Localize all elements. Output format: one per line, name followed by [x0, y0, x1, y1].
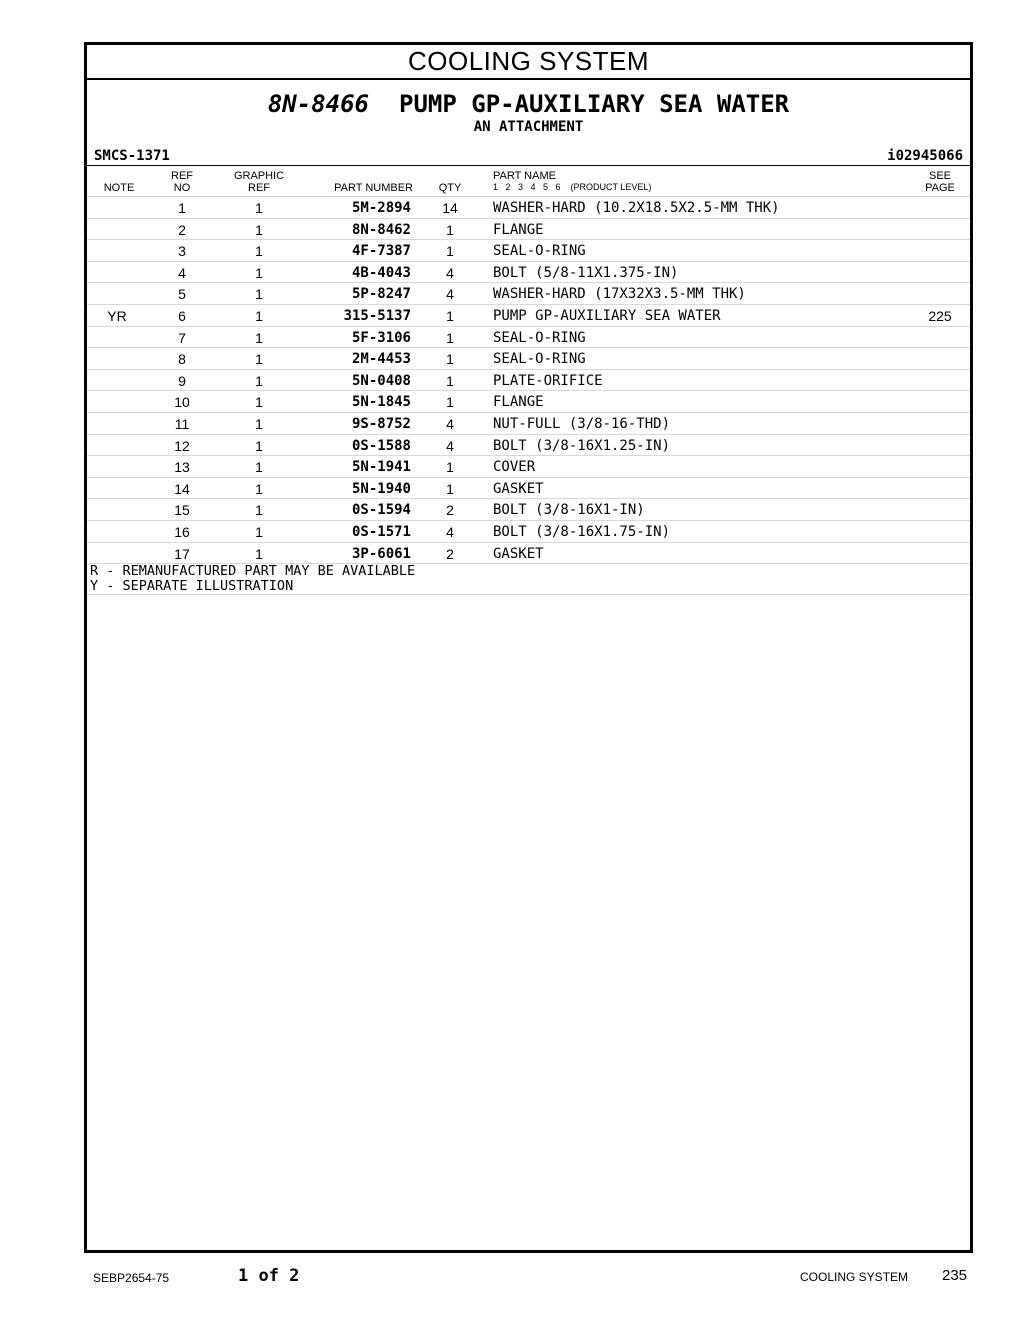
footer-page-of: 1 of 2	[238, 1266, 300, 1286]
cell-part-name: NUT-FULL (3/8-16-THD)	[493, 415, 671, 432]
cell-part-name: COVER	[493, 459, 536, 476]
group-heading	[87, 89, 970, 119]
cell-qty: 4	[446, 286, 454, 303]
cell-graphic-ref: 1	[255, 437, 263, 454]
cell-qty: 4	[446, 264, 454, 281]
footer-document-number: SEBP2654-75	[93, 1271, 170, 1285]
column-header-qty: QTY	[438, 182, 462, 194]
cell-part-number: 5P-8247	[351, 286, 411, 303]
cell-ref: 14	[174, 480, 190, 497]
cell-part-number: 315-5137	[343, 307, 411, 324]
table-row	[87, 370, 970, 392]
cell-ref: 15	[174, 502, 190, 519]
column-header-part-name: PART NAME	[493, 170, 556, 182]
cell-graphic-ref: 1	[255, 545, 263, 562]
table-row	[87, 327, 970, 349]
cell-part-number: 5N-1940	[351, 480, 411, 497]
cell-graphic-ref: 1	[255, 459, 263, 476]
column-header-part-number: PART NUMBER	[334, 182, 413, 194]
cell-part-name: GASKET	[493, 480, 544, 497]
table-row	[87, 499, 970, 521]
cell-graphic-ref: 1	[255, 372, 263, 389]
cell-ref: 9	[178, 372, 186, 389]
section-title: COOLING SYSTEM	[87, 45, 970, 80]
cell-part-number: 4B-4043	[351, 264, 411, 281]
table-row	[87, 456, 970, 478]
cell-graphic-ref: 1	[255, 329, 263, 346]
cell-qty: 2	[446, 502, 454, 519]
table-row	[87, 305, 970, 327]
column-header-graphic-ref	[229, 170, 289, 194]
cell-part-name: GASKET	[493, 545, 544, 562]
table-row	[87, 348, 970, 370]
cell-graphic-ref: 1	[255, 523, 263, 540]
column-header-see-page	[917, 170, 963, 194]
parts-table	[87, 197, 970, 595]
group-subheading: AN ATTACHMENT	[473, 119, 584, 135]
cell-ref: 3	[178, 243, 186, 260]
table-row	[87, 283, 970, 305]
cell-graphic-ref: 1	[255, 243, 263, 260]
cell-qty: 4	[446, 437, 454, 454]
cell-ref: 5	[178, 286, 186, 303]
cell-part-number: 5F-3106	[351, 329, 411, 346]
cell-ref: 16	[174, 523, 190, 540]
cell-qty: 1	[446, 221, 454, 238]
cell-part-number: 9S-8752	[351, 415, 411, 432]
table-row	[87, 521, 970, 543]
cell-qty: 1	[446, 459, 454, 476]
column-header-graphic-top: GRAPHIC	[233, 170, 285, 182]
header-divider	[87, 165, 970, 166]
cell-ref: 4	[178, 264, 186, 281]
cell-qty: 2	[446, 545, 454, 562]
cell-part-number: 5M-2894	[351, 200, 411, 216]
cell-part-number: 8N-8462	[351, 221, 411, 238]
cell-graphic-ref: 1	[255, 307, 263, 324]
column-header-ref-top: REF	[171, 170, 193, 182]
cell-qty: 1	[446, 243, 454, 260]
note-separate-illustration: Y - SEPARATE ILLUSTRATION	[90, 578, 294, 595]
column-header-note: NOTE	[103, 182, 135, 194]
cell-ref: 2	[178, 221, 186, 238]
note-remanufactured: R - REMANUFACTURED PART MAY BE AVAILABLE	[90, 563, 416, 580]
cell-graphic-ref: 1	[255, 415, 263, 432]
cell-part-name: SEAL-O-RING	[493, 329, 586, 346]
column-header-product-level: 1 2 3 4 5 6 (PRODUCT LEVEL)	[493, 182, 652, 192]
cell-part-name: PUMP GP-AUXILIARY SEA WATER	[493, 307, 721, 324]
table-row	[87, 391, 970, 413]
cell-part-number: 2M-4453	[351, 351, 411, 368]
cell-qty: 1	[446, 307, 454, 324]
cell-ref: 7	[178, 329, 186, 346]
cell-see-page: 225	[928, 307, 952, 324]
cell-part-number: 0S-1594	[351, 502, 411, 519]
cell-qty: 14	[442, 200, 458, 216]
cell-qty: 1	[446, 394, 454, 411]
cell-qty: 4	[446, 523, 454, 540]
cell-graphic-ref: 1	[255, 480, 263, 497]
cell-note: YR	[107, 307, 127, 324]
table-row	[87, 240, 970, 262]
cell-qty: 1	[446, 372, 454, 389]
cell-ref: 11	[174, 415, 190, 432]
cell-ref: 13	[174, 459, 190, 476]
cell-part-number: 5N-1845	[351, 394, 411, 411]
cell-ref: 10	[174, 394, 190, 411]
column-header-ref	[167, 170, 197, 194]
cell-ref: 1	[178, 200, 186, 216]
cell-qty: 1	[446, 329, 454, 346]
cell-part-name: PLATE-ORIFICE	[493, 372, 603, 389]
footer-section-title: COOLING SYSTEM	[800, 1270, 909, 1284]
cell-ref: 8	[178, 351, 186, 368]
cell-qty: 1	[446, 480, 454, 497]
table-row	[87, 219, 970, 241]
parts-page-frame	[84, 42, 973, 1253]
column-header-see-bottom: PAGE	[925, 182, 955, 194]
cell-part-name: SEAL-O-RING	[493, 243, 586, 260]
document-id: i02945066	[887, 148, 963, 164]
notes-legend	[87, 564, 970, 595]
cell-graphic-ref: 1	[255, 394, 263, 411]
cell-part-number: 0S-1571	[351, 523, 411, 540]
cell-ref: 6	[178, 307, 186, 324]
cell-graphic-ref: 1	[255, 351, 263, 368]
smcs-code: SMCS-1371	[94, 148, 170, 164]
table-row	[87, 478, 970, 500]
group-name: PUMP GP-AUXILIARY SEA WATER	[399, 90, 790, 118]
table-row	[87, 543, 970, 565]
table-row	[87, 197, 970, 219]
cell-part-number: 3P-6061	[351, 545, 411, 562]
cell-part-number: 4F-7387	[351, 243, 411, 260]
cell-part-name: FLANGE	[493, 221, 544, 238]
cell-part-name: SEAL-O-RING	[493, 351, 586, 368]
cell-part-number: 5N-0408	[351, 372, 411, 389]
column-header-ref-bottom: NO	[173, 182, 191, 194]
cell-graphic-ref: 1	[255, 502, 263, 519]
cell-ref: 17	[174, 545, 190, 562]
cell-part-name: BOLT (3/8-16X1.25-IN)	[493, 437, 671, 454]
cell-qty: 1	[446, 351, 454, 368]
footer-page-number: 235	[942, 1267, 968, 1284]
cell-part-name: BOLT (3/8-16X1.75-IN)	[493, 523, 671, 540]
table-row	[87, 435, 970, 457]
cell-graphic-ref: 1	[255, 286, 263, 303]
cell-part-number: 5N-1941	[351, 459, 411, 476]
cell-ref: 12	[174, 437, 190, 454]
cell-qty: 4	[446, 415, 454, 432]
cell-graphic-ref: 1	[255, 264, 263, 281]
cell-part-name: BOLT (3/8-16X1-IN)	[493, 502, 645, 519]
table-row	[87, 262, 970, 284]
cell-part-name: FLANGE	[493, 394, 544, 411]
column-header-see-top: SEE	[928, 170, 951, 182]
cell-graphic-ref: 1	[255, 221, 263, 238]
table-row	[87, 413, 970, 435]
cell-part-name: WASHER-HARD (17X32X3.5-MM THK)	[493, 286, 746, 303]
cell-part-name: BOLT (5/8-11X1.375-IN)	[493, 264, 679, 281]
cell-part-number: 0S-1588	[351, 437, 411, 454]
cell-part-name: WASHER-HARD (10.2X18.5X2.5-MM THK)	[493, 200, 780, 216]
column-header-graphic-bottom: REF	[248, 182, 270, 194]
cell-graphic-ref: 1	[255, 200, 263, 216]
group-part-number: 8N-8466	[267, 90, 369, 118]
